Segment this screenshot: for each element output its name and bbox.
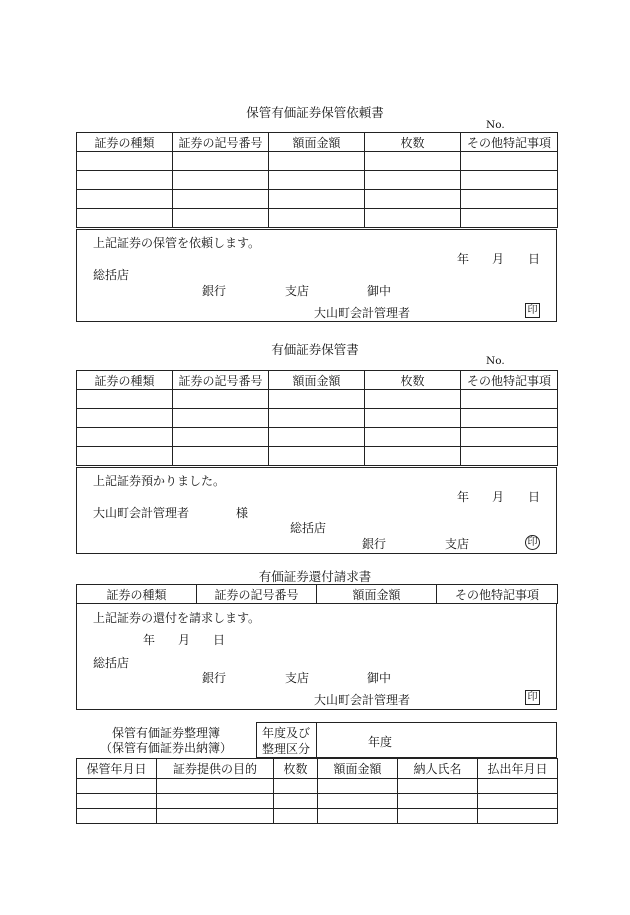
table-cell[interactable] [173,390,269,409]
table-cell[interactable] [461,152,558,171]
section4-header-storage-date: 保管年月日 [77,759,157,779]
divider [316,722,317,758]
section4-year-category-label-2: 整理区分 [261,742,310,756]
section2-header-serial: 証券の記号番号 [173,371,269,390]
section1-branch-label: 支店 [285,284,310,298]
section3-header-serial: 証券の記号番号 [197,585,317,604]
section4-year-category-label-1: 年度及び [261,726,310,740]
section1-header-face-value: 額面金額 [269,133,365,152]
table-row [77,447,558,466]
table-cell[interactable] [365,428,461,447]
table-cell[interactable] [77,794,157,809]
table-row [77,809,558,824]
section2-header-row [77,371,558,390]
section1-request-text: 上記証券の保管を依頼します。 [93,236,261,250]
section3-title: 有価証券還付請求書 [258,569,372,584]
section3-treasurer-label: 大山町会計管理者 [314,693,411,707]
section2-header-remarks: その他特記事項 [461,371,558,390]
table-row [77,794,558,809]
section4-title: 保管有価証券整理簿 [111,726,220,740]
section2-month-label: 月 [492,490,505,504]
table-cell[interactable] [173,428,269,447]
table-cell[interactable] [461,409,558,428]
table-cell[interactable] [173,171,269,190]
table-cell[interactable] [365,152,461,171]
section3-head-office-label: 総括店 [93,656,130,670]
table-cell[interactable] [269,209,365,228]
section3-bank-label: 銀行 [202,671,227,685]
table-cell[interactable] [365,190,461,209]
table-cell[interactable] [461,209,558,228]
section2-received-text: 上記証券預かりました。 [93,474,226,488]
table-cell[interactable] [173,409,269,428]
section1-table [76,132,558,228]
table-cell[interactable] [398,809,478,824]
table-row [77,190,558,209]
table-cell[interactable] [157,794,274,809]
section4-header-purpose: 証券提供の目的 [157,759,274,779]
seal-icon: 印 [525,535,540,550]
section1-header-remarks: その他特記事項 [461,133,558,152]
seal-icon: 印 [525,690,540,705]
table-cell[interactable] [274,809,318,824]
section2-title: 有価証券保管書 [271,342,359,357]
table-cell[interactable] [269,390,365,409]
table-cell[interactable] [478,779,558,794]
table-cell[interactable] [365,209,461,228]
table-cell[interactable] [77,390,173,409]
section1-title: 保管有価証券保管依頼書 [246,105,384,120]
table-cell[interactable] [77,190,173,209]
table-row [77,409,558,428]
section1-month-label: 月 [492,252,505,266]
section3-request-text: 上記証券の還付を請求します。 [93,611,261,625]
table-cell[interactable] [157,779,274,794]
table-cell[interactable] [269,409,365,428]
table-cell[interactable] [365,409,461,428]
section1-header-count: 枚数 [365,133,461,152]
section2-table [76,370,558,466]
section3-header-face-value: 額面金額 [317,585,437,604]
table-cell[interactable] [398,779,478,794]
table-row [77,209,558,228]
table-cell[interactable] [173,190,269,209]
section1-year-label: 年 [457,252,470,266]
section1-treasurer-label: 大山町会計管理者 [314,306,411,320]
section3-table [76,584,558,604]
table-cell[interactable] [398,794,478,809]
section4-ledger-table [76,758,558,824]
section2-branch-label: 支店 [445,537,470,551]
table-cell[interactable] [365,447,461,466]
table-cell[interactable] [157,809,274,824]
section4-header-count: 枚数 [274,759,318,779]
table-cell[interactable] [269,447,365,466]
section3-onchu-label: 御中 [367,671,392,685]
section2-sama-label: 様 [236,506,249,520]
section1-number-label: No. [486,119,505,131]
table-row [77,428,558,447]
table-cell[interactable] [274,779,318,794]
section4-header-payer-name: 納人氏名 [398,759,478,779]
table-cell[interactable] [365,390,461,409]
section3-month-label: 月 [178,633,191,647]
table-row [77,171,558,190]
table-cell[interactable] [173,447,269,466]
table-cell[interactable] [478,809,558,824]
section3-header-remarks: その他特記事項 [437,585,558,604]
seal-icon: 印 [525,303,540,318]
table-row [77,390,558,409]
table-cell[interactable] [274,794,318,809]
table-cell[interactable] [461,428,558,447]
section1-day-label: 日 [528,252,541,266]
table-cell[interactable] [269,171,365,190]
section2-treasurer-label: 大山町会計管理者 [93,506,190,520]
section4-header-row [77,759,558,779]
table-row [77,152,558,171]
table-cell[interactable] [77,447,173,466]
table-cell[interactable] [269,152,365,171]
table-cell[interactable] [77,409,173,428]
section1-bank-label: 銀行 [202,284,227,298]
section4-subtitle: （保管有価証券出納簿） [99,741,232,755]
section3-year-label: 年 [143,633,156,647]
table-cell[interactable] [318,794,398,809]
section2-bank-label: 銀行 [362,537,387,551]
section1-head-office-label: 総括店 [93,268,130,282]
section3-day-label: 日 [213,633,226,647]
table-cell[interactable] [77,171,173,190]
section2-header-type: 証券の種類 [77,371,173,390]
table-cell[interactable] [269,428,365,447]
section2-year-label: 年 [457,490,470,504]
table-cell[interactable] [461,171,558,190]
table-cell[interactable] [269,190,365,209]
table-cell[interactable] [173,152,269,171]
table-row [77,779,558,794]
section2-number-label: No. [486,355,505,367]
table-cell[interactable] [173,209,269,228]
section1-header-type: 証券の種類 [77,133,173,152]
table-cell[interactable] [318,809,398,824]
section2-header-face-value: 額面金額 [269,371,365,390]
section2-day-label: 日 [528,490,541,504]
table-cell[interactable] [77,809,157,824]
section1-header-serial: 証券の記号番号 [173,133,269,152]
section4-header-face-value: 額面金額 [318,759,398,779]
table-cell[interactable] [77,428,173,447]
table-cell[interactable] [461,390,558,409]
table-cell[interactable] [461,447,558,466]
section2-header-count: 枚数 [365,371,461,390]
table-cell[interactable] [77,779,157,794]
table-cell[interactable] [77,209,173,228]
table-cell[interactable] [318,779,398,794]
section1-onchu-label: 御中 [367,284,392,298]
section3-branch-label: 支店 [285,671,310,685]
table-cell[interactable] [478,794,558,809]
table-cell[interactable] [77,152,173,171]
section1-header-row [77,133,558,152]
section4-fiscal-year-label: 年度 [368,735,393,749]
table-cell[interactable] [461,190,558,209]
section3-header-type: 証券の種類 [77,585,197,604]
section3-header-row [77,585,558,604]
table-cell[interactable] [365,171,461,190]
section4-header-payout-date: 払出年月日 [478,759,558,779]
section2-head-office-label: 総括店 [290,521,327,535]
